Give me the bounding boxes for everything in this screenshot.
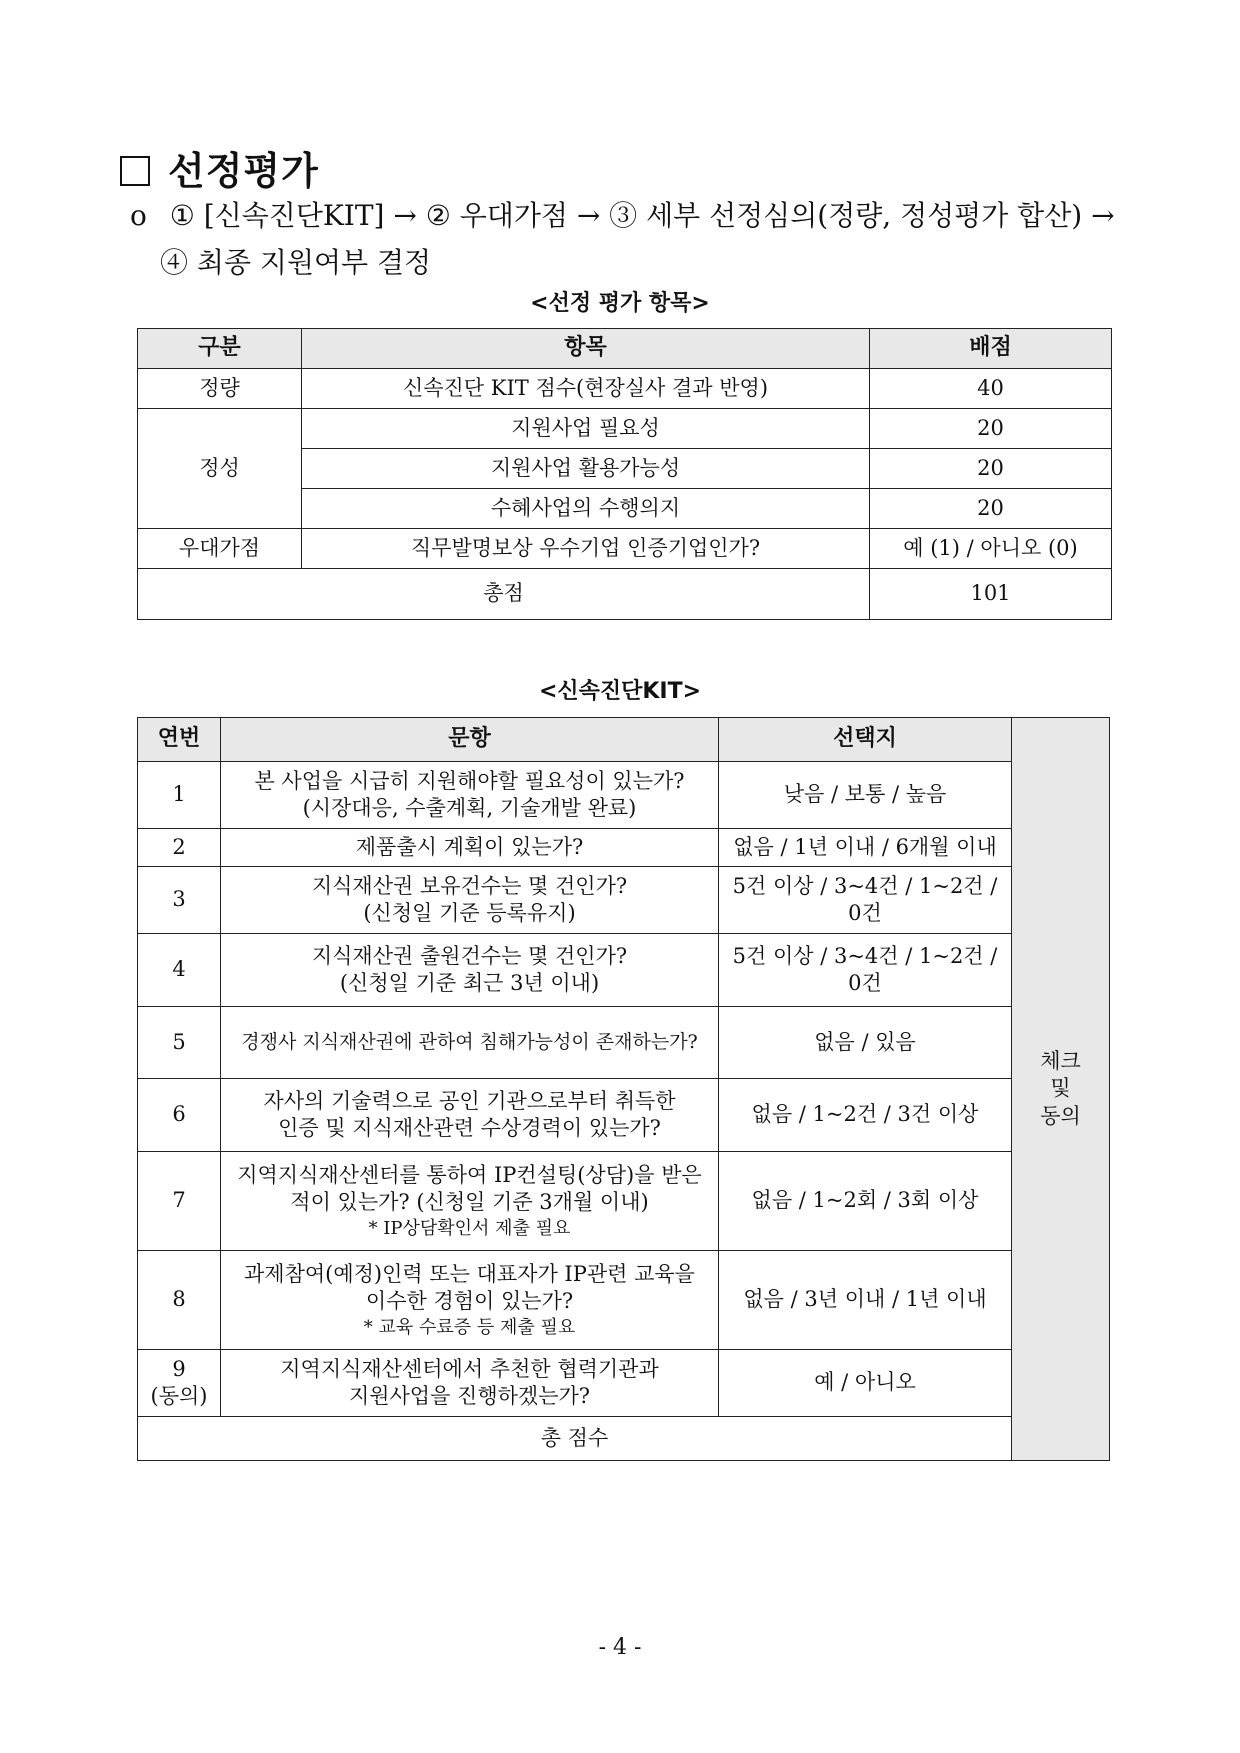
total-score: 101 bbox=[870, 569, 1112, 620]
process-line-1 bbox=[130, 194, 1115, 234]
question-line: 본 사업을 시급히 지원해야할 필요성이 있는가? bbox=[254, 768, 685, 793]
table-row bbox=[138, 1251, 1110, 1350]
no-cell bbox=[138, 1350, 221, 1417]
question-line: 과제참여(예정)인력 또는 대표자가 IP관련 교육을 bbox=[244, 1262, 695, 1286]
question-line: 지역지식재산센터에서 추천한 협력기관과 bbox=[280, 1356, 659, 1381]
item-cell: 신속진단 KIT 점수(현장실사 결과 반영) bbox=[302, 369, 870, 409]
question-line: 경쟁사 지식재산권에 관하여 침해가능성이 존재하는가? bbox=[241, 1031, 698, 1054]
question-cell bbox=[221, 867, 719, 934]
item-cell: 지원사업 필요성 bbox=[302, 409, 870, 449]
options-cell: 없음 / 1년 이내 / 6개월 이내 bbox=[719, 829, 1012, 867]
side-label-line: 동의 bbox=[1040, 1103, 1081, 1128]
section-title: 선정평가 bbox=[168, 149, 319, 193]
header-question: 문항 bbox=[221, 718, 719, 762]
score-cell: 20 bbox=[870, 489, 1112, 529]
table-row bbox=[138, 529, 1112, 569]
question-line: 지식재산권 출원건수는 몇 건인가? bbox=[311, 943, 628, 968]
options-cell: 5건 이상 / 3~4건 / 1~2건 / 0건 bbox=[719, 867, 1012, 934]
table2-caption: <신속진단KIT> bbox=[538, 679, 702, 704]
table-header-row bbox=[138, 329, 1112, 369]
side-label-line: 체크 bbox=[1040, 1049, 1081, 1074]
total-label: 총 점수 bbox=[138, 1417, 1012, 1461]
question-cell bbox=[221, 1251, 719, 1350]
table1-caption: <선정 평가 항목> bbox=[530, 291, 710, 316]
question-line: 자사의 기술력으로 공인 기관으로부터 취득한 bbox=[263, 1088, 676, 1113]
table-row bbox=[138, 1007, 1110, 1079]
question-cell bbox=[221, 762, 719, 829]
options-cell: 5건 이상 / 3~4건 / 1~2건 / 0건 bbox=[719, 934, 1012, 1007]
question-line: (시장대응, 수출계획, 기술개발 완료) bbox=[302, 796, 637, 820]
table-header-row bbox=[138, 718, 1110, 762]
evaluation-table bbox=[137, 328, 1112, 620]
question-note: * 교육 수료증 등 제출 필요 bbox=[363, 1316, 576, 1338]
page-number: - 4 - bbox=[598, 1635, 642, 1660]
no-cell: 3 bbox=[138, 867, 221, 934]
item-cell: 직무발명보상 우수기업 인증기업인가? bbox=[302, 529, 870, 569]
process-text-2: ④ 최종 지원여부 결정 bbox=[160, 246, 432, 279]
table-row bbox=[138, 1079, 1110, 1152]
options-cell: 없음 / 있음 bbox=[719, 1007, 1012, 1079]
header-options: 선택지 bbox=[719, 718, 1012, 762]
table-row bbox=[138, 934, 1110, 1007]
item-cell: 수혜사업의 수행의지 bbox=[302, 489, 870, 529]
category-cell: 우대가점 bbox=[138, 529, 302, 569]
question-line: (신청일 기준 최근 3년 이내) bbox=[339, 971, 600, 995]
question-cell bbox=[221, 934, 719, 1007]
no-cell: 7 bbox=[138, 1152, 221, 1251]
kit-table bbox=[137, 717, 1110, 1461]
table-row bbox=[138, 829, 1110, 867]
table-row bbox=[138, 409, 1112, 449]
no-cell: 6 bbox=[138, 1079, 221, 1152]
no-line: 9 bbox=[172, 1356, 186, 1381]
question-line: 제품출시 계획이 있는가? bbox=[355, 834, 584, 859]
table-row bbox=[138, 369, 1112, 409]
question-line: 이수한 경험이 있는가? bbox=[365, 1289, 574, 1314]
no-line: (동의) bbox=[150, 1384, 208, 1408]
category-cell: 정량 bbox=[138, 369, 302, 409]
score-cell: 20 bbox=[870, 449, 1112, 489]
side-label-line: 및 bbox=[1050, 1076, 1071, 1101]
process-text-1: ① [신속진단KIT] → ② 우대가점 → ③ 세부 선정심의(정량, 정성평가 합산) → bbox=[169, 199, 1115, 232]
no-cell: 2 bbox=[138, 829, 221, 867]
table-total-row bbox=[138, 569, 1112, 620]
score-cell: 예 (1) / 아니오 (0) bbox=[870, 529, 1112, 569]
item-cell: 지원사업 활용가능성 bbox=[302, 449, 870, 489]
options-cell: 낮음 / 보통 / 높음 bbox=[719, 762, 1012, 829]
question-cell bbox=[221, 829, 719, 867]
question-line: (신청일 기준 등록유지) bbox=[363, 901, 576, 925]
checkbox-square-icon bbox=[120, 156, 150, 186]
header-item: 항목 bbox=[302, 329, 870, 369]
options-cell: 없음 / 1~2회 / 3회 이상 bbox=[719, 1152, 1012, 1251]
question-note: * IP상담확인서 제출 필요 bbox=[368, 1217, 571, 1239]
no-cell: 1 bbox=[138, 762, 221, 829]
no-cell: 4 bbox=[138, 934, 221, 1007]
score-cell: 40 bbox=[870, 369, 1112, 409]
bullet-marker: o bbox=[130, 199, 147, 232]
question-cell bbox=[221, 1350, 719, 1417]
question-line: 지식재산권 보유건수는 몇 건인가? bbox=[311, 873, 628, 898]
section-heading bbox=[120, 140, 319, 195]
category-cell: 정성 bbox=[138, 409, 302, 529]
check-agree-cell bbox=[1012, 718, 1110, 1461]
no-cell: 8 bbox=[138, 1251, 221, 1350]
header-score: 배점 bbox=[870, 329, 1112, 369]
question-line: 인증 및 지식재산관련 수상경력이 있는가? bbox=[278, 1116, 661, 1140]
question-cell bbox=[221, 1079, 719, 1152]
header-no: 연번 bbox=[138, 718, 221, 762]
header-category: 구분 bbox=[138, 329, 302, 369]
question-cell bbox=[221, 1152, 719, 1251]
total-label: 총점 bbox=[138, 569, 870, 620]
table-row bbox=[138, 762, 1110, 829]
no-cell: 5 bbox=[138, 1007, 221, 1079]
options-cell: 없음 / 3년 이내 / 1년 이내 bbox=[719, 1251, 1012, 1350]
process-line-2 bbox=[160, 241, 431, 281]
options-cell: 예 / 아니오 bbox=[719, 1350, 1012, 1417]
question-line: 적이 있는가? (신청일 기준 3개월 이내) bbox=[290, 1190, 649, 1215]
table-total-row bbox=[138, 1417, 1110, 1461]
table-row bbox=[138, 1350, 1110, 1417]
table-row bbox=[138, 1152, 1110, 1251]
question-line: 지원사업을 진행하겠는가? bbox=[348, 1384, 591, 1408]
score-cell: 20 bbox=[870, 409, 1112, 449]
question-line: 지역지식재산센터를 통하여 IP컨설팅(상담)을 받은 bbox=[237, 1163, 702, 1187]
question-cell bbox=[221, 1007, 719, 1079]
table-row bbox=[138, 867, 1110, 934]
options-cell: 없음 / 1~2건 / 3건 이상 bbox=[719, 1079, 1012, 1152]
